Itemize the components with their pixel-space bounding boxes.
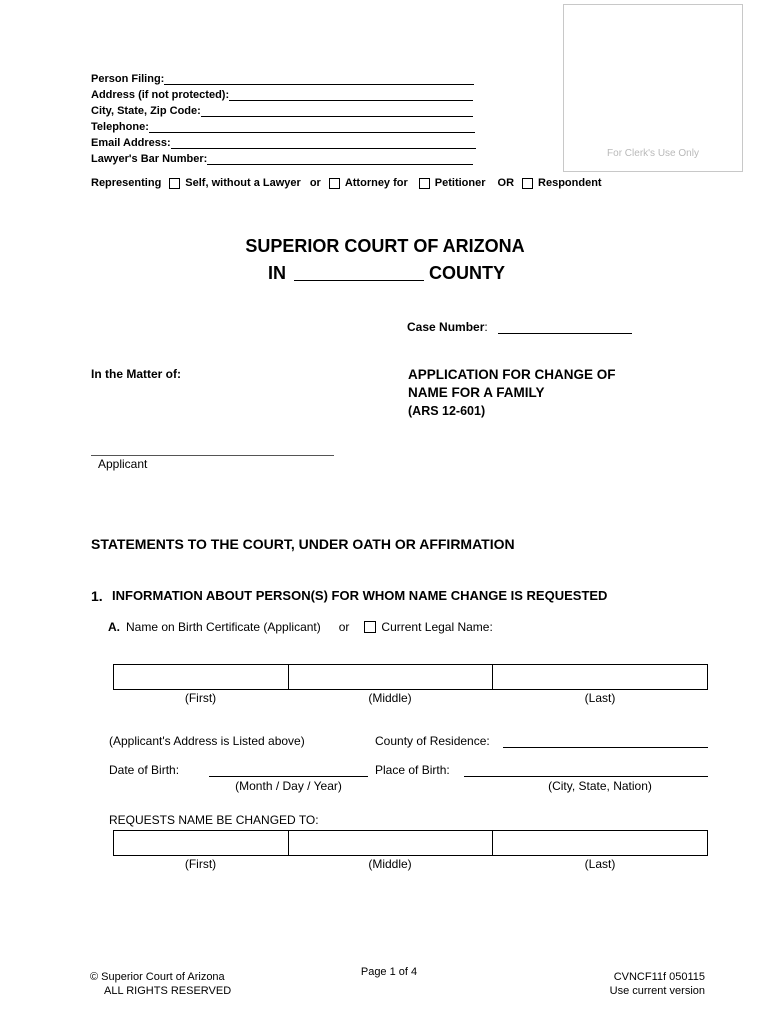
- case-number-colon: :: [484, 320, 488, 334]
- current-legal-name-checkbox[interactable]: [364, 621, 376, 633]
- in-label: IN: [268, 263, 286, 283]
- person-filing-label: Person Filing:: [91, 73, 165, 85]
- form-code-text: CVNCF11f 050115: [613, 971, 705, 983]
- person-filing-line[interactable]: [164, 72, 474, 85]
- rights-text: ALL RIGHTS RESERVED: [104, 985, 232, 997]
- city-state-zip-label: City, State, Zip Code:: [91, 105, 201, 117]
- applicant-name-table: [113, 664, 708, 690]
- or-text: or: [338, 620, 350, 634]
- new-middle-name-caption: (Middle): [368, 857, 412, 871]
- middle-name-field[interactable]: [289, 665, 493, 689]
- bar-number-line[interactable]: [207, 152, 473, 165]
- statements-heading: STATEMENTS TO THE COURT, UNDER OATH OR AFFIRMATION: [91, 536, 515, 552]
- address-label: Address (if not protected):: [91, 89, 230, 101]
- application-line-1: APPLICATION FOR CHANGE OF: [408, 367, 616, 382]
- or-caps-label: OR: [497, 177, 515, 189]
- clerk-use-box: [563, 4, 743, 172]
- dob-hint: (Month / Day / Year): [235, 779, 342, 793]
- name-type-row: [108, 620, 493, 634]
- current-legal-name-label: Current Legal Name:: [381, 620, 493, 634]
- section-1-title: INFORMATION ABOUT PERSON(S) FOR WHOM NAME CHANGE IS REQUESTED: [112, 588, 608, 603]
- person-filing-row[interactable]: [91, 72, 474, 85]
- attorney-label: Attorney for: [344, 177, 408, 189]
- address-note: (Applicant's Address is Listed above): [109, 734, 305, 748]
- city-state-zip-line[interactable]: [201, 104, 473, 117]
- place-of-birth-line[interactable]: [464, 776, 708, 777]
- applicant-line[interactable]: [91, 455, 334, 456]
- page-number: Page 1 of 4: [360, 966, 418, 978]
- footer-form-code: [560, 970, 705, 998]
- county-label: COUNTY: [429, 263, 505, 283]
- copyright-text: © Superior Court of Arizona: [90, 971, 225, 983]
- last-name-field[interactable]: [493, 665, 707, 689]
- new-name-table: [113, 830, 708, 856]
- bar-number-row[interactable]: [91, 152, 473, 165]
- telephone-row[interactable]: [91, 120, 475, 133]
- new-last-name-field[interactable]: [493, 831, 707, 855]
- section-1-number: 1.: [91, 588, 103, 604]
- new-last-name-caption: (Last): [584, 857, 616, 871]
- dob-line[interactable]: [209, 776, 368, 777]
- city-state-zip-row[interactable]: [91, 104, 473, 117]
- petitioner-label: Petitioner: [434, 177, 486, 189]
- email-row[interactable]: [91, 136, 476, 149]
- requests-label: REQUESTS NAME BE CHANGED TO:: [109, 813, 319, 827]
- court-title: SUPERIOR COURT OF ARIZONA: [245, 236, 525, 256]
- telephone-label: Telephone:: [91, 121, 149, 133]
- dob-label: Date of Birth:: [109, 763, 180, 777]
- bar-number-label: Lawyer's Bar Number:: [91, 153, 208, 165]
- attorney-checkbox[interactable]: [329, 178, 340, 189]
- case-number-line[interactable]: [498, 320, 632, 334]
- matter-label: In the Matter of:: [91, 367, 181, 381]
- email-label: Email Address:: [91, 137, 171, 149]
- case-number-label: Case Number: [407, 320, 485, 334]
- birth-certificate-label: Name on Birth Certificate (Applicant): [126, 620, 321, 634]
- middle-name-caption: (Middle): [368, 691, 412, 705]
- respondent-checkbox[interactable]: [522, 178, 533, 189]
- self-label: Self, without a Lawyer: [185, 177, 301, 189]
- pob-hint: (City, State, Nation): [548, 779, 652, 793]
- county-residence-line[interactable]: [503, 747, 708, 748]
- representing-row: [91, 177, 602, 189]
- first-name-caption: (First): [184, 691, 217, 705]
- self-checkbox[interactable]: [169, 178, 180, 189]
- county-name-line[interactable]: [294, 262, 424, 281]
- new-first-name-caption: (First): [184, 857, 217, 871]
- email-line[interactable]: [171, 136, 476, 149]
- respondent-label: Respondent: [538, 177, 602, 189]
- clerk-use-label: For Clerk's Use Only: [607, 148, 699, 159]
- application-line-2: NAME FOR A FAMILY: [408, 385, 545, 400]
- new-middle-name-field[interactable]: [289, 831, 493, 855]
- part-a-label: A.: [108, 620, 120, 634]
- last-name-caption: (Last): [584, 691, 616, 705]
- new-first-name-field[interactable]: [114, 831, 289, 855]
- first-name-field[interactable]: [114, 665, 289, 689]
- case-number-row: [407, 320, 632, 334]
- petitioner-checkbox[interactable]: [419, 178, 430, 189]
- application-statute: (ARS 12-601): [408, 404, 486, 418]
- county-residence-label: County of Residence:: [375, 734, 490, 748]
- or-label: or: [309, 177, 321, 189]
- application-title: [408, 366, 616, 420]
- section-1-heading: [91, 588, 607, 604]
- address-row[interactable]: [91, 88, 473, 101]
- telephone-line[interactable]: [149, 120, 475, 133]
- applicant-label: Applicant: [98, 457, 148, 471]
- address-line[interactable]: [229, 88, 473, 101]
- version-text: Use current version: [609, 985, 705, 997]
- representing-label: Representing: [91, 177, 162, 189]
- place-of-birth-label: Place of Birth:: [375, 763, 450, 777]
- county-line-row: [268, 262, 505, 284]
